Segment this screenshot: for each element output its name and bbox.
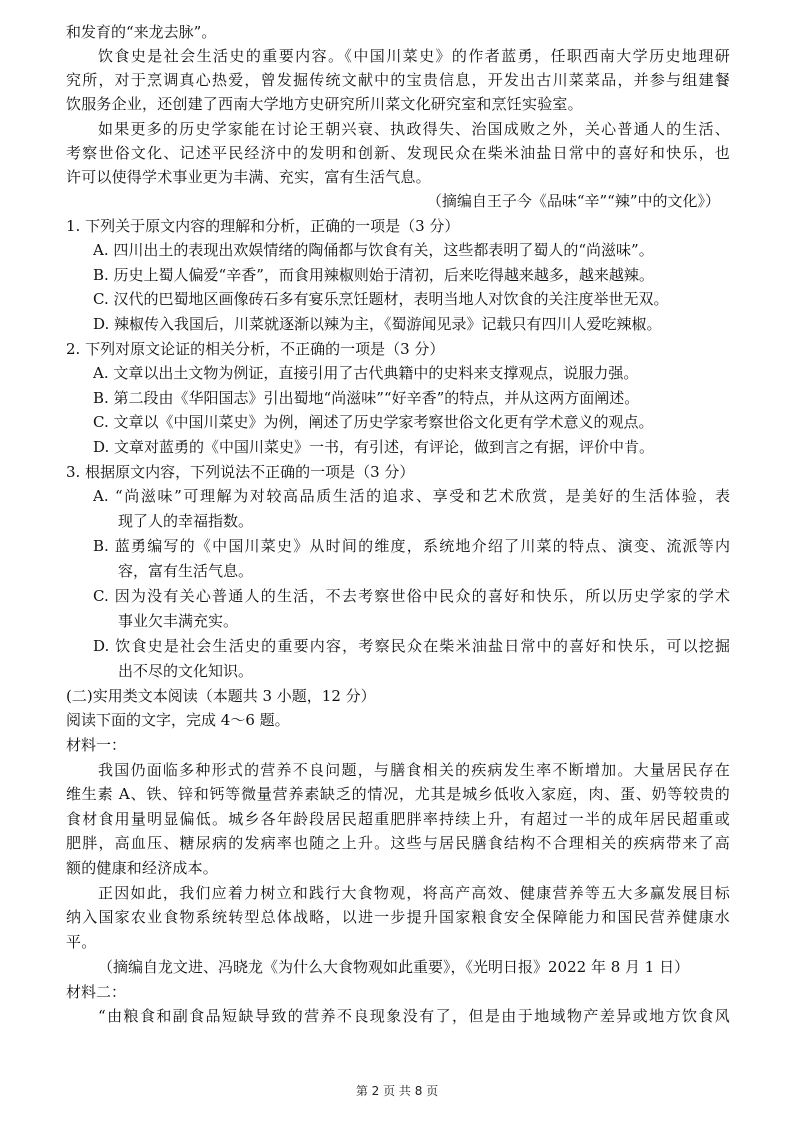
- page-footer: 第 2 页 共 8 页: [355, 1084, 439, 1098]
- paragraph-line: 维生素 A、铁、锌和钙等微量营养素缺乏的情况，尤其是城乡低收入家庭，肉、蛋、奶等较贵的: [66, 785, 730, 803]
- question-1-option-c: C. 汉代的巴蜀地区画像砖石多有宴乐烹饪题材，表明当地人对饮食的关注度举世无双。: [93, 290, 669, 308]
- question-2-option-c: C. 文章以《中国川菜史》为例，阐述了历史学家考察世俗文化更有学术意义的观点。: [93, 413, 654, 431]
- source-citation: （摘编自王子今《品味“辛”“辣”中的文化》）: [426, 192, 720, 210]
- paragraph-line: 食材食用量明显偏低。城乡各年龄段居民超重肥胖率持续上升，有超过一半的成年居民超重或: [66, 810, 730, 828]
- question-2-option-a: A. 文章以出土文物为例证，直接引用了古代典籍中的史料来支撑观点，说服力强。: [93, 364, 639, 382]
- paragraph-line: 许可以使得学术事业更为丰满、充实，富有生活气息。: [66, 168, 431, 186]
- question-3-option-b: B. 蓝勇编写的《中国川菜史》从时间的维度，系统地介绍了川菜的特点、演变、流派等内: [93, 537, 730, 555]
- question-1-option-a: A. 四川出土的表现出欢娱情绪的陶俑都与饮食有关，这些都表明了蜀人的“尚滋味”。: [93, 241, 654, 259]
- question-3-option-d: D. 饮食史是社会生活史的重要内容，考察民众在柴米油盐日常中的喜好和快乐，可以挖掘: [93, 637, 730, 655]
- paragraph-line: 和发育的“来龙去脉”。: [66, 23, 217, 41]
- question-3-option-b-cont: 容，富有生活气息。: [118, 562, 254, 580]
- question-3-option-c-cont: 事业欠丰满充实。: [118, 612, 239, 630]
- paragraph-line: 平。: [66, 933, 97, 951]
- paragraph-line: 额的健康和经济成本。: [66, 859, 219, 877]
- question-3-option-d-cont: 出不尽的文化知识。: [118, 662, 254, 680]
- instruction-line: 阅读下面的文字，完成 4～6 题。: [66, 711, 290, 729]
- paragraph-line: 肥胖，高血压、糖尿病的发病率也随之上升。这些与居民膳食结构不合理相关的疾病带来了高: [66, 834, 730, 852]
- question-1-stem: 1. 下列关于原文内容的理解和分析，正确的一项是（3 分）: [66, 217, 460, 235]
- question-3-option-a-cont: 现了人的幸福指数。: [118, 512, 254, 530]
- paragraph-line: 饮服务企业，还创建了西南大学地方史研究所川菜文化研究室和烹饪实验室。: [66, 95, 583, 113]
- material-label: 材料二：: [66, 983, 127, 1001]
- paragraph-line: 饮食史是社会生活史的重要内容。《中国川菜史》的作者蓝勇，任职西南大学历史地理研: [98, 47, 730, 65]
- section-heading: (二)实用类文本阅读（本题共 3 小题，12 分）: [66, 687, 376, 705]
- question-1-option-b: B. 历史上蜀人偏爱“辛香”，而食用辣椒则始于清初，后来吃得越来越多，越来越辣。: [93, 266, 654, 284]
- paragraph-line: 我国仍面临多种形式的营养不良问题，与膳食相关的疾病发生率不断增加。大量居民存在: [98, 761, 730, 779]
- paragraph-line: 纳入国家农业食物系统转型总体战略，以进一步提升国家粮食安全保障能力和国民营养健康水: [66, 908, 730, 926]
- paragraph-line: 正因如此，我们应着力树立和践行大食物观，将高产高效、健康营养等五大多赢发展目标: [98, 884, 730, 902]
- paragraph-line: 考察世俗文化、记述平民经济中的发明和创新、发现民众在柴米油盐日常中的喜好和快乐，也: [66, 144, 730, 162]
- material-label: 材料一：: [66, 736, 127, 754]
- paragraph-line: “由粮食和副食品短缺导致的营养不良现象没有了，但是由于地域物产差异或地方饮食风: [98, 1007, 730, 1025]
- source-citation: （摘编自龙文进、冯晓龙《为什么大食物观如此重要》，《光明日报》2022 年 8 月 1 日）: [98, 958, 690, 976]
- question-2-option-b: B. 第二段由《华阳国志》引出蜀地“尚滋味”“好辛香”的特点，并从这两方面阐述。: [93, 389, 640, 407]
- question-3-option-c: C. 因为没有关心普通人的生活，不去考察世俗中民众的喜好和快乐，所以历史学家的学术: [93, 587, 730, 605]
- question-3-option-a: A. “尚滋味”可理解为对较高品质生活的追求、享受和艺术欣赏，是美好的生活体验，表: [93, 487, 730, 505]
- question-1-option-d: D. 辣椒传入我国后，川菜就逐渐以辣为主，《蜀游闻见录》记载只有四川人爱吃辣椒。: [93, 315, 662, 333]
- question-3-stem: 3. 根据原文内容，下列说法不正确的一项是（3 分）: [66, 463, 415, 481]
- paragraph-line: 如果更多的历史学家能在讨论王朝兴衰、执政得失、治国成败之外，关心普通人的生活、: [98, 120, 730, 138]
- question-2-option-d: D. 文章对蓝勇的《中国川菜史》一书，有引述，有评论，做到言之有据，评价中肯。: [93, 438, 655, 456]
- question-2-stem: 2. 下列对原文论证的相关分析，不正确的一项是（3 分）: [66, 340, 445, 358]
- paragraph-line: 究所，对于烹调真心热爱，曾发掘传统文献中的宝贵信息，开发出古川菜菜品，并参与组建餐: [66, 71, 730, 89]
